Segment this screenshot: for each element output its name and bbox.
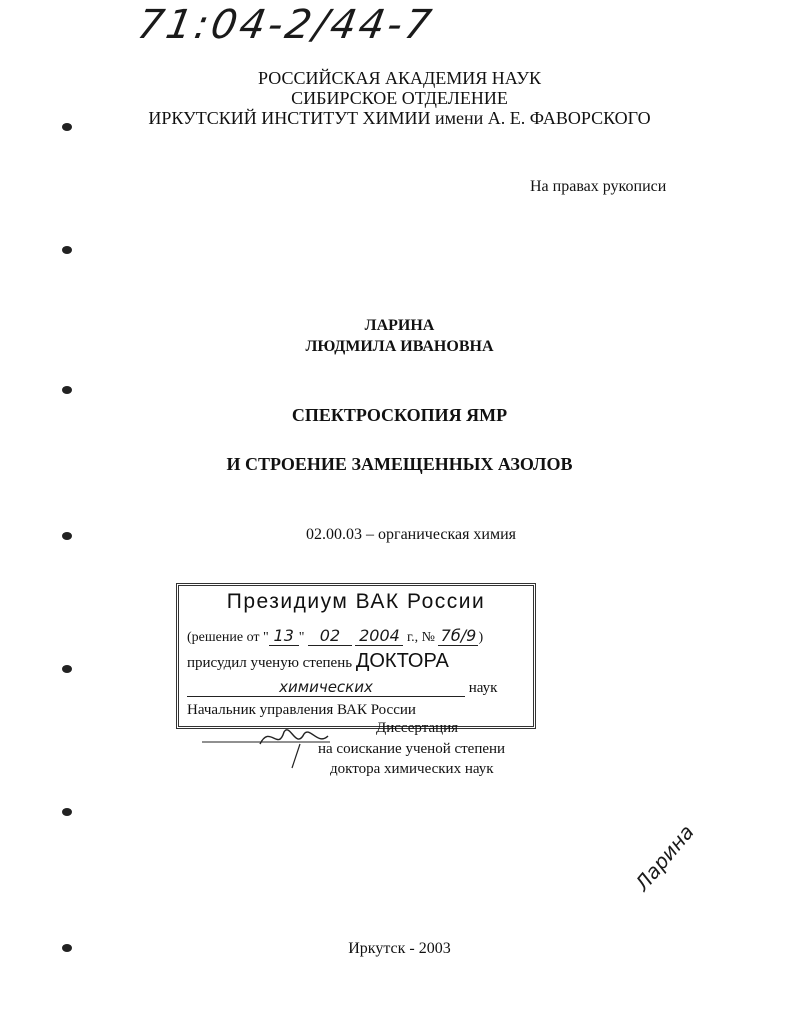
stamp-day: 13 (269, 626, 299, 646)
binding-mark (62, 246, 72, 254)
author-signature: Ларина (630, 819, 699, 896)
thesis-title-line2: И СТРОЕНИЕ ЗАМЕЩЕННЫХ АЗОЛОВ (226, 454, 573, 474)
binding-mark (62, 123, 72, 131)
city-year-footer: Иркутск - 2003 (348, 940, 451, 957)
handwritten-registration-code: 71:04-2/44-7 (133, 2, 438, 48)
stamp-award-text: присудил ученую степень (187, 655, 353, 671)
stamp-number-label: г., № (406, 630, 435, 645)
binding-mark (62, 665, 72, 673)
manuscript-rights-note: На правах рукописи (530, 178, 667, 195)
dissertation-degree-line1: на соискание ученой степени (318, 741, 506, 757)
header-institute: ИРКУТСКИЙ ИНСТИТУТ ХИМИИ имени А. Е. ФАВОРСКОГО (148, 108, 651, 128)
stamp-year: 2004 (355, 626, 403, 646)
binding-mark (62, 532, 72, 540)
vak-approval-stamp (176, 583, 536, 729)
binding-mark (62, 386, 72, 394)
stamp-science-suffix: наук (468, 680, 498, 696)
dissertation-degree-line2: доктора химических наук (330, 761, 494, 777)
stamp-decision-line: (решение от " 13 " 02 2004 г., № 7б/9 ) (187, 626, 484, 645)
stamp-number: 7б/9 (438, 626, 478, 646)
stamp-science-line (187, 678, 525, 697)
author-surname: ЛАРИНА (364, 317, 435, 334)
stamp-decision-prefix: (решение от (187, 630, 260, 645)
binding-mark (62, 944, 72, 952)
stamp-month: 02 (308, 626, 352, 646)
stamp-close-paren: ) (478, 630, 484, 645)
header-academy: РОССИЙСКАЯ АКАДЕМИЯ НАУК (258, 68, 541, 88)
specialty-code: 02.00.03 – органическая химия (306, 526, 517, 543)
thesis-title-line1: СПЕКТРОСКОПИЯ ЯМР (291, 405, 508, 425)
stamp-head-title: Начальник управления ВАК России (187, 702, 416, 718)
stamp-science-handwritten: химических (187, 678, 465, 697)
author-given-names: ЛЮДМИЛА ИВАНОВНА (305, 338, 494, 355)
stamp-title: Президиум ВАК России (226, 590, 486, 613)
dissertation-label: Диссертация (376, 720, 459, 736)
header-branch: СИБИРСКОЕ ОТДЕЛЕНИЕ (291, 88, 508, 108)
binding-mark (62, 808, 72, 816)
stamp-degree: ДОКТОРА (355, 650, 449, 672)
stamp-award-line (187, 650, 449, 673)
